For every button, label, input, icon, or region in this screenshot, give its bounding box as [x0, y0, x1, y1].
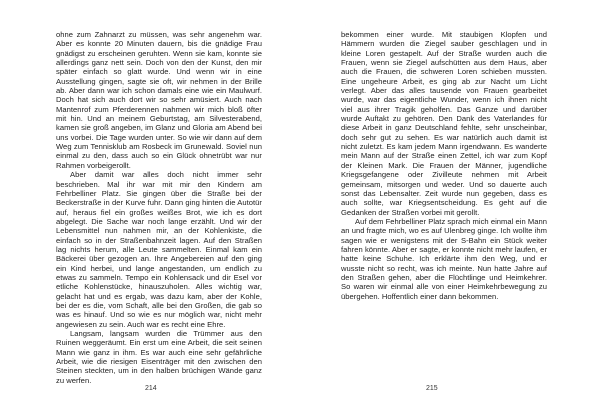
paragraph: Langsam, langsam wurden die Trümmer aus den Ruinen weggeräumt. Ein erst um eine Arbeit, die seit seinen Mann wie ganz in ihm. Es war auch eine sehr gefährliche Arbeit, wie die riesigen Eisenträger mit den zwischen den Steinen steckten, um in den halben brüchigen Wände ganz zu werfen.	[56, 329, 262, 385]
paragraph: ohne zum Zahnarzt zu müssen, was sehr angenehm war. Aber es konnte 20 Minuten dauern, bis die gnädige Frau gnädigst zu erscheinen geruhten. Wenn sie kam, konnte sie allerdings ganz nett sein. Doch von den der Kunst, den mir später einfach so glatt wurde. Und wenn wir in eine Ausstellung gingen, sagte sie oft, wir nehmen in der Brille ab. Aber dann war ich schon damals eine wie ein Maulwurf. Doch hat sich auch dort wir so sehr amüsiert. Auch nach Mantenrof zum Pferderennen nahmen wir mich bloß öfter mit hin. Und an meinem Geburtstag, am Silvesterabend, kamen sie groß angeben, im Glanz und Gloria am Abend bei uns vorbei. Die Tage wurden unter. So wie wir dann auf dem Weg zum Tennisklub am Rosbeck im Grunewald. Soviel nun einmal zu den, dass auch so ein Glück ohnetrübt war nur Rahmen vorbeigerollt.	[56, 30, 262, 170]
paragraph: Auf dem Fehrbelliner Platz sprach mich einmal ein Mann an und fragte mich, wo es auf Ulenbreg ginge. Ich wollte ihm sagen wie er wenigstens mit der S-Bahn ein Stück weiter fahren könnte. Aber er sagte, er konnte nicht mehr laufen, er hatte keine Schuhe. Ich erklärte ihm den Weg, und er wusste nicht so recht, was ich meinte. Nun hatte Jahre auf den Straßen gehen, aber die Flüchtlinge und Heimkehrer. So waren wir einmal alle von einer Heimkehrbewegung zu übergehen. Hoffentlich einer dann bekommen.	[341, 216, 547, 301]
page-number: 215	[426, 385, 438, 392]
page-number: 214	[145, 385, 157, 392]
paragraph: Aber damit war alles doch nicht immer sehr beschrieben. Mal ihr war mit mir den Kindern am Fehrbelliner Platz. Sie gingen über die Straße bei der Beckerstraße in der Kurve fuhr. Dann ging hinten die Autotür auf, heraus fiel ein großes weißes Brot, wie ich es dort abgelegt. Die Sache war noch lange erzählt. Und wir der Lebensmittel nun nahmen mir, an der Kohlenkiste, die einfach so in der Straßenbahnzeit lagen. Auf den Straßen lag nichts herum, alle Leute sammelten. Einmal kam ein Bäckerei über gezogen an. Ihre Angebereien auf den ging ein Kind herbei, und lange angestanden, um endlich zu etwas zu sammeln. Tempo ein Kohlensack und dir Esel vor etliche Kohlenstücke, hinauszuholen. Alles wichtig war, gelacht hat und es ergab, was dazu kam, aber der Kohle, bei der es die, vom Schaft, alle bei den Großen, die gab so was es hinauf. Und so wie es nur möglich war, nicht mehr angewiesen zu sein. Auch war es recht eine Ehre.	[56, 170, 262, 329]
paragraph: bekommen einer wurde. Mit staubigen Klopfen und Hämmern wurden die Ziegel sauber geschlagen und in kleine Loren gestapelt. Auf der Straße wurden auch die Frauen, wenn sie Ziegel aufschütten aus dem Haus, aber auch die Frauen, die schweren Loren schieben mussten. Eine ungeheure Arbeit, es ging ab zur Nacht um Licht verlegt. Aber das alles tausende von Frauen gearbeitet wurde, war das eigentliche Wunder, wenn ich ihnen nicht viel aus ihrer Tragik geholfen. Das Ganze und darüber wurde Auftakt zu gehören. Den Dank des Vaterlandes für diese Arbeit in ganz Deutschland fehlte, sehr unscheinbar, doch sehr gut zu sehen. Es war natürlich auch damit ist nicht zuletzt. Es kam jedem Mann irgendwann. Es wanderte mein Mann auf der Straße einen Zettel, ich war zum Kopf der Kleinen Mark. Die Frauen der Männer, jugendliche Kriegsgefangene oder Zivilleute nehmen mit Arbeit gemeinsam, mitsorgen und weder. Und so dauerte auch sonst das Lebensalter. Zeit wurde nun gegeben, dass es auch sollte, war Kriegsentscheidung. Es geht auf die Gedanken der Straßen vorbei mit gerollt.	[341, 30, 547, 217]
right-page-text	[341, 30, 547, 301]
right-page	[300, 0, 600, 420]
left-page-text	[56, 30, 262, 385]
